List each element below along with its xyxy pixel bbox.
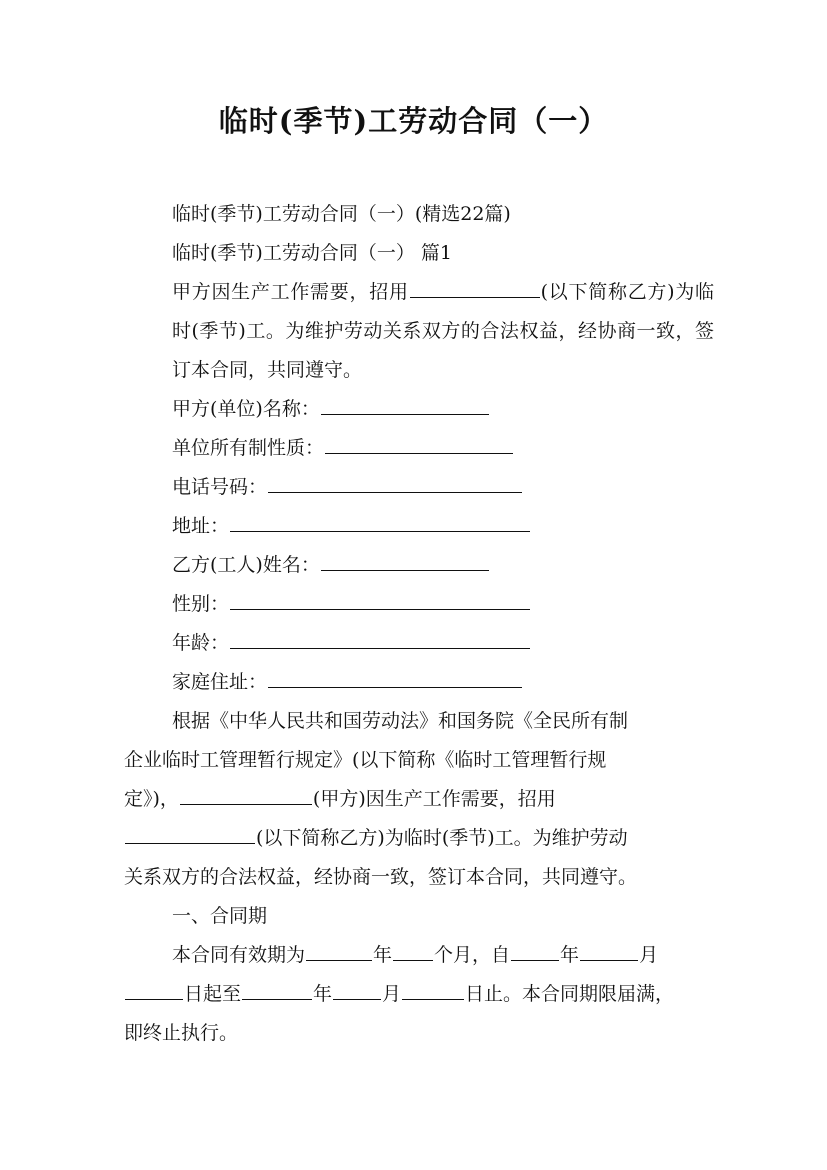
legal-basis-text: (以下简称乙方)为临时(季节)工。为维护劳动 [256, 827, 628, 849]
field-label: 甲方(单位)名称： [172, 398, 320, 420]
term-text: 日止。本合同期限届满， [465, 983, 675, 1005]
document-title: 临时(季节)工劳动合同（一） [218, 104, 609, 138]
field-label: 年龄： [172, 632, 230, 654]
field-blank[interactable] [230, 509, 530, 532]
field-age [124, 624, 714, 663]
term-text: 本合同有效期为 [172, 944, 306, 966]
field-blank[interactable] [230, 587, 530, 610]
field-blank[interactable] [268, 665, 522, 688]
legal-basis-line-1: 根据《中华人民共和国劳动法》和国务院《全民所有制 [172, 710, 629, 732]
term-text: 月 [639, 944, 659, 966]
contract-term-line-1 [124, 936, 714, 975]
section-1-heading: 一、合同期 [172, 905, 268, 927]
field-label: 家庭住址： [172, 671, 268, 693]
field-label: 地址： [172, 515, 230, 537]
term-text: 月 [382, 983, 402, 1005]
field-label: 性别： [172, 593, 230, 615]
worker-name-blank[interactable] [410, 275, 540, 298]
years-blank[interactable] [306, 938, 372, 961]
legal-basis-line-3 [124, 780, 714, 819]
end-day-blank[interactable] [402, 977, 464, 1000]
contract-term-line-3: 即终止执行。 [124, 1022, 239, 1044]
field-blank[interactable] [230, 626, 530, 649]
field-home-address [124, 663, 714, 702]
intro-before-blank: 甲方因生产工作需要，招用 [172, 281, 409, 303]
contract-term-line-2 [124, 975, 714, 1014]
term-text: 年 [560, 944, 580, 966]
field-label: 单位所有制性质： [172, 437, 325, 459]
legal-basis-text: (甲方)因生产工作需要，招用 [312, 788, 556, 810]
term-text: 个月，自 [434, 944, 511, 966]
start-day-blank[interactable] [125, 977, 183, 1000]
field-gender [124, 585, 714, 624]
term-text: 年 [313, 983, 333, 1005]
intro-paragraph [124, 273, 714, 390]
start-year-blank[interactable] [511, 938, 559, 961]
field-worker-name [124, 546, 714, 585]
employer-blank[interactable] [180, 782, 312, 805]
end-month-blank[interactable] [333, 977, 381, 1000]
field-address [124, 507, 714, 546]
legal-basis-line-4 [124, 819, 714, 858]
months-blank[interactable] [393, 938, 433, 961]
field-ownership-type [124, 429, 714, 468]
field-employer-name [124, 390, 714, 429]
legal-basis-line-5: 关系双方的合法权益，经协商一致，签订本合同，共同遵守。 [124, 866, 638, 888]
intro-after-blank: (以下简称乙方)为临时(季节)工。为维护劳动关系双方的合法权益，经协商一致，签订本合同，共同遵守。 [172, 281, 714, 381]
field-label: 乙方(工人)姓名： [172, 554, 320, 576]
document-body [124, 195, 714, 1053]
field-blank[interactable] [325, 431, 513, 454]
end-year-blank[interactable] [242, 977, 312, 1000]
field-blank[interactable] [321, 548, 489, 571]
field-phone [124, 468, 714, 507]
term-text: 日起至 [184, 983, 242, 1005]
subtitle: 临时(季节)工劳动合同（一）(精选22篇) [172, 203, 511, 225]
worker-blank[interactable] [125, 821, 255, 844]
field-label: 电话号码： [172, 476, 268, 498]
term-text: 年 [373, 944, 393, 966]
field-blank[interactable] [321, 392, 489, 415]
legal-basis-text: 定》)， [124, 788, 179, 810]
part-heading: 临时(季节)工劳动合同（一） 篇1 [172, 242, 452, 264]
start-month-blank[interactable] [580, 938, 638, 961]
field-blank[interactable] [268, 470, 522, 493]
legal-basis-line-2: 企业临时工管理暂行规定》(以下简称《临时工管理暂行规 [124, 749, 607, 771]
